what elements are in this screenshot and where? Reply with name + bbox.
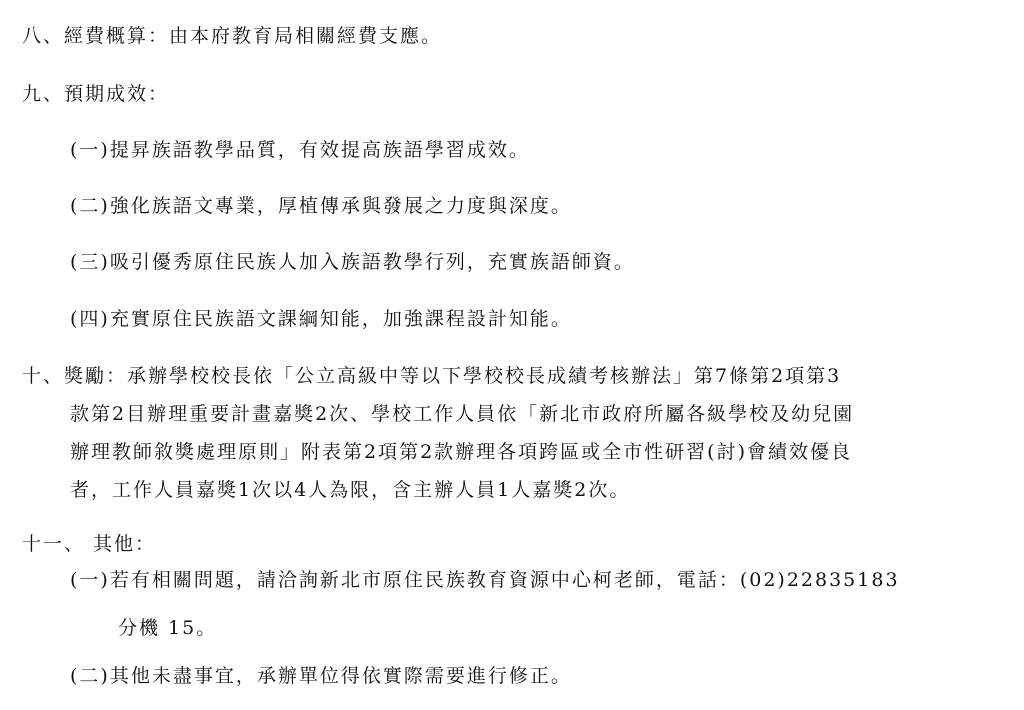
section-10-reward-line-2: 款第2目辦理重要計畫嘉獎2次、學校工作人員依「新北市政府所屬各級學校及幼兒園 <box>70 403 855 425</box>
section-9-item-4: (四)充實原住民族語文課綱知能，加強課程設計知能。 <box>70 308 572 330</box>
section-10-reward-line-4: 者，工作人員嘉獎1次以4人為限，含主辦人員1人嘉獎2次。 <box>70 479 631 501</box>
section-11-item-2: (二)其他未盡事宜，承辦單位得依實際需要進行修正。 <box>70 665 572 687</box>
section-11-heading: 十一、 其他： <box>22 533 157 555</box>
section-11-item-1-line-1: (一)若有相關問題，請洽詢新北市原住民族教育資源中心柯老師，電話：(02)22835183 <box>70 569 900 591</box>
section-9-heading: 九、預期成效： <box>22 83 170 105</box>
section-9-item-2: (二)強化族語文專業，厚植傳承與發展之力度與深度。 <box>70 195 572 217</box>
section-11-item-1-line-2: 分機 15。 <box>118 617 218 639</box>
section-8-budget: 八、經費概算：由本府教育局相關經費支應。 <box>22 25 443 47</box>
section-10-reward-line-1: 十、獎勵：承辦學校校長依「公立高級中等以下學校校長成績考核辦法」第7條第2項第3 <box>22 365 842 387</box>
section-9-item-1: (一)提昇族語教學品質，有效提高族語學習成效。 <box>70 139 530 161</box>
section-9-item-3: (三)吸引優秀原住民族人加入族語教學行列，充實族語師資。 <box>70 251 635 273</box>
section-10-reward-line-3: 辦理教師敘獎處理原則」附表第2項第2款辦理各項跨區或全市性研習(討)會績效優良 <box>70 441 853 463</box>
